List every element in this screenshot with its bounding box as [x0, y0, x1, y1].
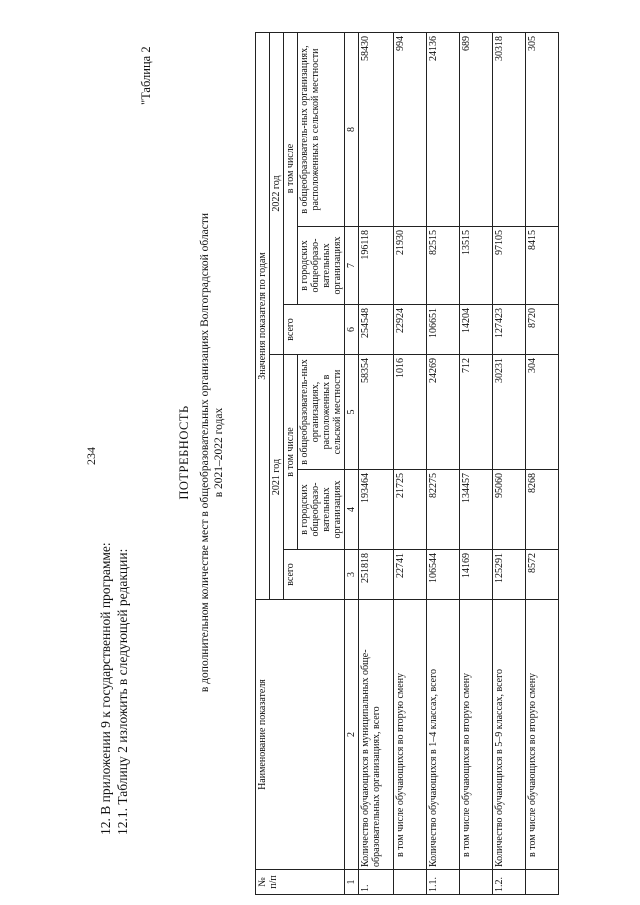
cell-value: 134457: [460, 470, 493, 550]
row-name: Количество обучающихся в 5–9 классах, всего: [493, 600, 526, 870]
header-year-2022: 2022 год: [270, 33, 284, 355]
cell-value: 196118: [359, 227, 394, 305]
table-label: "Таблица 2: [139, 46, 153, 105]
column-number-row: [345, 33, 359, 895]
row-num: 1.1.: [427, 870, 460, 895]
cell-value: 712: [460, 355, 493, 470]
row-num: 1.2.: [493, 870, 526, 895]
page-number: 234: [84, 447, 98, 465]
cell-value: 304: [526, 355, 559, 470]
cell-value: 127423: [493, 305, 526, 355]
document-subtitle-years: в 2021–2022 годах: [213, 407, 225, 498]
document-title: ПОТРЕБНОСТЬ: [177, 405, 191, 500]
header-num: № п/п: [256, 870, 345, 895]
cell-value: 305: [526, 33, 559, 227]
header-urban-2022: в городских общеобразо-вательных организациях: [298, 227, 345, 305]
cell-value: 82515: [427, 227, 460, 305]
col-number: 6: [345, 305, 359, 355]
intro-line-1: 12. В приложении 9 к государственной программе:: [98, 542, 113, 835]
cell-value: 22924: [394, 305, 427, 355]
cell-value: 13515: [460, 227, 493, 305]
row-name: в том числе обучающихся во вторую смену: [526, 600, 559, 870]
cell-value: 254548: [359, 305, 394, 355]
header-year-2021: 2021 год: [270, 355, 284, 600]
cell-value: 106651: [427, 305, 460, 355]
col-number: 4: [345, 470, 359, 550]
cell-value: 8268: [526, 470, 559, 550]
row-name: в том числе обучающихся во вторую смену: [460, 600, 493, 870]
cell-value: 58354: [359, 355, 394, 470]
intro-text: [97, 542, 131, 835]
row-num: [394, 870, 427, 895]
cell-value: 14169: [460, 550, 493, 600]
cell-value: 30318: [493, 33, 526, 227]
col-number: 8: [345, 33, 359, 227]
cell-value: 30231: [493, 355, 526, 470]
cell-value: 1016: [394, 355, 427, 470]
cell-value: 21725: [394, 470, 427, 550]
cell-value: 24136: [427, 33, 460, 227]
header-including-2022: в том числе: [284, 33, 298, 305]
cell-value: 193464: [359, 470, 394, 550]
cell-value: 95060: [493, 470, 526, 550]
row-name: в том числе обучающихся во вторую смену: [394, 600, 427, 870]
cell-value: 24269: [427, 355, 460, 470]
row-num: 1.: [359, 870, 394, 895]
row-name: Количество обучающихся в 1–4 классах, всего: [427, 600, 460, 870]
col-number: 3: [345, 550, 359, 600]
col-number: 1: [345, 870, 359, 895]
cell-value: 106544: [427, 550, 460, 600]
header-total-2021: всего: [284, 550, 345, 600]
row-num: [460, 870, 493, 895]
table-row: [427, 33, 460, 895]
row-num: [526, 870, 559, 895]
header-urban-2021: в городских общеобразо-вательных организациях: [298, 470, 345, 550]
cell-value: 82275: [427, 470, 460, 550]
header-rural-2022: в общеобразователь-ных организациях, расположенных в сельской местности: [298, 33, 345, 227]
table-row: [460, 33, 493, 895]
intro-line-2: 12.1. Таблицу 2 изложить в следующей редакции:: [115, 548, 130, 835]
document-subtitle: в дополнительном количестве мест в общеобразовательных организациях Волгоградской области: [199, 212, 211, 693]
cell-value: 8415: [526, 227, 559, 305]
cell-value: 994: [394, 33, 427, 227]
cell-value: 689: [460, 33, 493, 227]
header-rural-2021: в общеобразователь-ных организациях, расположенных в сельской местности: [298, 355, 345, 470]
cell-value: 14204: [460, 305, 493, 355]
cell-value: 22741: [394, 550, 427, 600]
header-including-2021: в том числе: [284, 355, 298, 550]
cell-value: 58430: [359, 33, 394, 227]
col-number: 5: [345, 355, 359, 470]
cell-value: 125291: [493, 550, 526, 600]
header-name: Наименование показателя: [256, 600, 345, 870]
table-row: [493, 33, 526, 895]
table-row: [394, 33, 427, 895]
cell-value: 8572: [526, 550, 559, 600]
header-values: Значения показателя по годам: [256, 33, 270, 600]
col-number: 7: [345, 227, 359, 305]
cell-value: 251818: [359, 550, 394, 600]
cell-value: 97105: [493, 227, 526, 305]
table-row: [359, 33, 394, 895]
row-name: Количество обучающихся в муниципальных обще-образовательных организациях, всего: [359, 600, 394, 870]
table-row: [526, 33, 559, 895]
demand-table: [255, 32, 559, 895]
cell-value: 21930: [394, 227, 427, 305]
cell-value: 8720: [526, 305, 559, 355]
col-number: 2: [345, 600, 359, 870]
header-total-2022: всего: [284, 305, 345, 355]
